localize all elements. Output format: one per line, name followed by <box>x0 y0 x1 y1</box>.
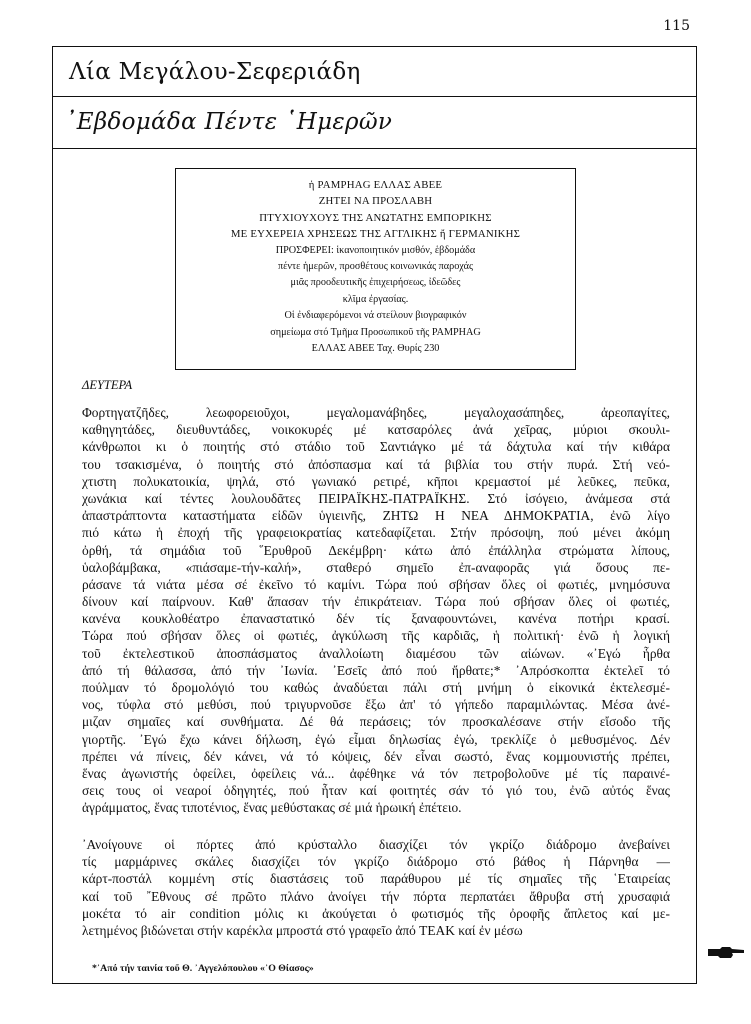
pointing-hand-icon <box>706 944 746 962</box>
text-line: μοκέτα τό air condition μόλις κι ἀκούγεται ὁ φωτισμός τῆς ὀροφῆς ἄπλετος καί με- <box>82 905 670 921</box>
footnote: *᾿Από τήν ταινία τοῦ Θ. ᾿Αγγελόπουλου «᾿Ο Θίασος» <box>92 963 314 974</box>
text-line: ράσανε τά νιάτα μέσα σέ ἐκεῖνο τό καμίνι. Τώρα πού σβήσαν ὅλες οἱ φωτιές, μνημόσυνα <box>82 576 670 592</box>
text-line: ὑαλοβάμβακα, «πιάσαμε-τήν-καλή», σταθερό σημεῖο ἐπ-αναφορᾶς γιά ὅσους πε- <box>82 559 670 575</box>
text-line: κανένα κουκλοθέατρο ἐπαναστατικό δέν τίς ξαναφουντώνει, κανένα ποτήρι κρασί. <box>82 611 670 627</box>
text-line: τίς μαρμάρινες σκάλες διασχίζει τόν γκρίζο διάδρομο στό βάθος ἡ Πάρνηθα — <box>82 854 670 870</box>
ad-line: ΜΕ ΕΥΧΕΡΕΙΑ ΧΡΗΣΕΩΣ ΤΗΣ ΑΓΓΛΙΚΗΣ ἤ ΓΕΡΜΑΝΙΚΗΣ <box>230 228 521 241</box>
text-line: καθηγητάδες, διευθυντάδες, νοικοκυρές μέ κατσαρόλες ἀνά χεῖρας, μύριοι σκουλι- <box>82 422 670 438</box>
text-line: πρέπει νά πίνεις, δέν κάνει, νά τό κόψεις, δέν εἶναι σωστό, ἕνας κομμουνιστής πρέπει, <box>82 748 670 764</box>
text-line: ἀπαστράπτοντα καταστήματα εἰδῶν ὑγιεινῆς, ΖΗΤΩ Η ΝΕΑ ΔΗΜΟΚΡΑΤΙΑ, ἐνῶ λίγο <box>82 508 670 524</box>
ad-line: ἡ PAMPHAG ΕΛΛΑΣ ΑΒΕΕ <box>308 179 443 191</box>
text-line: τοῦ ἐκτελεστικοῦ ἀποσπάσματος ἀναλλοίωτη διαμέσου τῶν αἰώνων. «᾿Εγώ ἦρθα <box>82 645 670 661</box>
ad-line: ΖΗΤΕΙ ΝΑ ΠΡΟΣΛΑΒΗ <box>318 195 433 208</box>
text-line: ἀγράμματος, ἕνας τιποτένιος, ἕνας μεθύστακας σέ μιά ἡρωική ἐπέτειο. <box>82 800 462 816</box>
text-line: ἀπό τή θάλασσα, ἀπό τήν ᾿Ιωνία. ᾿Εσεῖς ἀπό πού ἤρθατε;* ᾿Απρόσκοπτα ἐκτελεῖ τό <box>82 662 670 678</box>
text-line: νος, τύφλα στό μεθύσι, πού τριγυρνοῦσε ἔξω ἀπ' τό γήπεδο παραμιλώντας. Μέσα ἀνέ- <box>82 697 670 713</box>
text-line: κάρτ-ποστάλ κομμένη στίς διαστάσεις τοῦ παράθυρου μέ τίς σημαῖες τῆς ῾Εταιρείας <box>82 871 670 887</box>
title-band <box>53 97 696 149</box>
text-line: ἕνας ἀγωνιστής ὀφείλει, ὀφείλεις νά... ἀφέθηκε νά τόν πετροβολοῦνε μέ τίς παραινέ- <box>82 765 670 781</box>
ad-line: κλῖμα ἐργασίας. <box>342 293 409 305</box>
text-line: καί τοῦ ῎Εθνους σέ πρῶτο πλάνο ἀνοίγει τήν πόρτα περπατάει ἄθρυβα στή χρυσαφιά <box>82 888 670 904</box>
article-title: ᾿Εβδομάδα Πέντε ῾Ημερῶν <box>65 109 393 135</box>
author-band <box>53 47 696 97</box>
text-line: λετημένος βιδώνεται στήν καρέκλα μπροστά στό γραφεῖο ἀπό TEAK καί ἐν μέσω <box>82 922 523 938</box>
text-line: πιό κάτω ἡ ἐποχή τῆς γραφειοκρατίας κατεδαφίζεται. Στήν πρόσοψη, πού μένει ἀκόμη <box>82 525 670 541</box>
text-line: Φορτηγατζῆδες, λεωφορειοῦχοι, μεγαλομανάβηδες, μεγαλοχασάπηδες, ἀρεοπαγίτες, <box>82 405 670 420</box>
text-line: Τώρα πού σβήσαν ὅλες οἱ φωτιές, ἀγκύλωση τῆς καρδιᾶς, ἡ πολιτική· ἐνῶ ἡ λογική <box>82 628 670 644</box>
text-line: κάνθρωποι κι ὁ ποιητής στό στάδιο τοῦ Σαντιάγκο μέ τά δάχτυλα καί τήν κιθάρα <box>82 439 670 455</box>
ad-line: ΠΡΟΣΦΕΡΕΙ: ἱκανοποιητικόν μισθόν, ἑβδομάδα <box>275 244 476 256</box>
ad-line: μιᾶς προοδευτικῆς ἐπιχειρήσεως, ἰδεῶδες <box>290 277 461 289</box>
text-line: δίνουν καί παίρνουν. Καθ' ἅπασαν τήν ἐπικράτειαν. Τώρα πού σβήσαν ὅλες οἱ φωτιές, <box>82 594 670 610</box>
author-name: Λία Μεγάλου-Σεφεριάδη <box>69 59 361 85</box>
paragraph-2 <box>82 836 670 939</box>
text-line: χτιστη πολυκατοικία, ψηλά, στό γωνιακό ρετιρέ, κῆποι κρεμαστοί μέ λεῦκες, πεῦκα, <box>82 473 670 489</box>
text-line: ᾿Ανοίγουνε οἱ πόρτες ἀπό κρύσταλλο διασχίζει τόν γκρίζο διάδρομο ἀνεβαίνει <box>82 837 670 852</box>
page-number: 115 <box>663 18 690 34</box>
ad-line: πέντε ἡμερῶν, προσθέτους κοινωνικάς παροχάς <box>278 261 473 273</box>
paragraph-1 <box>82 404 670 817</box>
text-line: μιζαν σημαῖες καί συνθήματα. Δέ θά περάσεις; τόν προσκαλέσανε στήν εἴσοδο τῆς <box>82 714 670 730</box>
text-line: χωνάκια καί τέντες λουλουδᾶτες ΠΕΙΡΑΪΚΗΣ-ΠΑΤΡΑΪΚΗΣ. Στό ἰσόγειο, ἀνάμεσα στά <box>82 490 670 506</box>
job-advertisement-box <box>175 168 576 370</box>
ad-line: ΠΤΥΧΙΟΥΧΟΥΣ ΤΗΣ ΑΝΩΤΑΤΗΣ ΕΜΠΟΡΙΚΗΣ <box>259 211 492 224</box>
text-line: του τσακισμένα, ὁ ποιητής στό ἀπόσπασμα καί τά βιβλία του στήν πυρά. Στή νεό- <box>82 456 670 472</box>
section-heading: ΔΕΥΤΕΡΑ <box>82 378 133 392</box>
ad-line: ΕΛΛΑΣ ΑΒΕΕ Ταχ. Θυρίς 230 <box>311 343 440 355</box>
text-line: πούλμαν τό δρομολόγιό του καθώς ἀναδύεται πάλι στή μνήμη ὁ εἰκονικά ἐκτελεσμέ- <box>82 680 670 695</box>
ad-line: σημείωμα στό Τμῆμα Προσωπικοῦ τῆς PAMPHAG <box>270 326 481 338</box>
text-line: ὀρθή, τά σημάδια τοῦ ῞Ερυθροῦ Δεκέμβρη· κάτω ἀπό ἐπάλληλα στρώματα λίπους, <box>82 542 670 558</box>
ad-line: Οἱ ἐνδιαφερόμενοι νά στείλουν βιογραφικόν <box>284 310 467 322</box>
text-line: σεις τους οἱ νεαροί ὁδηγητές, πού ἦταν καί φοιτητές σάν τό γιό του, ἐνῶ αὐτός ἕνας <box>82 783 670 799</box>
text-line: γιορτῆς. ᾿Εγώ ἔχω κάνει δήλωση, ἐγώ εἶμαι δηλωσίας ἐγώ, τρεκλίζε ὁ μεθυσμένος. Δέν <box>82 731 670 747</box>
